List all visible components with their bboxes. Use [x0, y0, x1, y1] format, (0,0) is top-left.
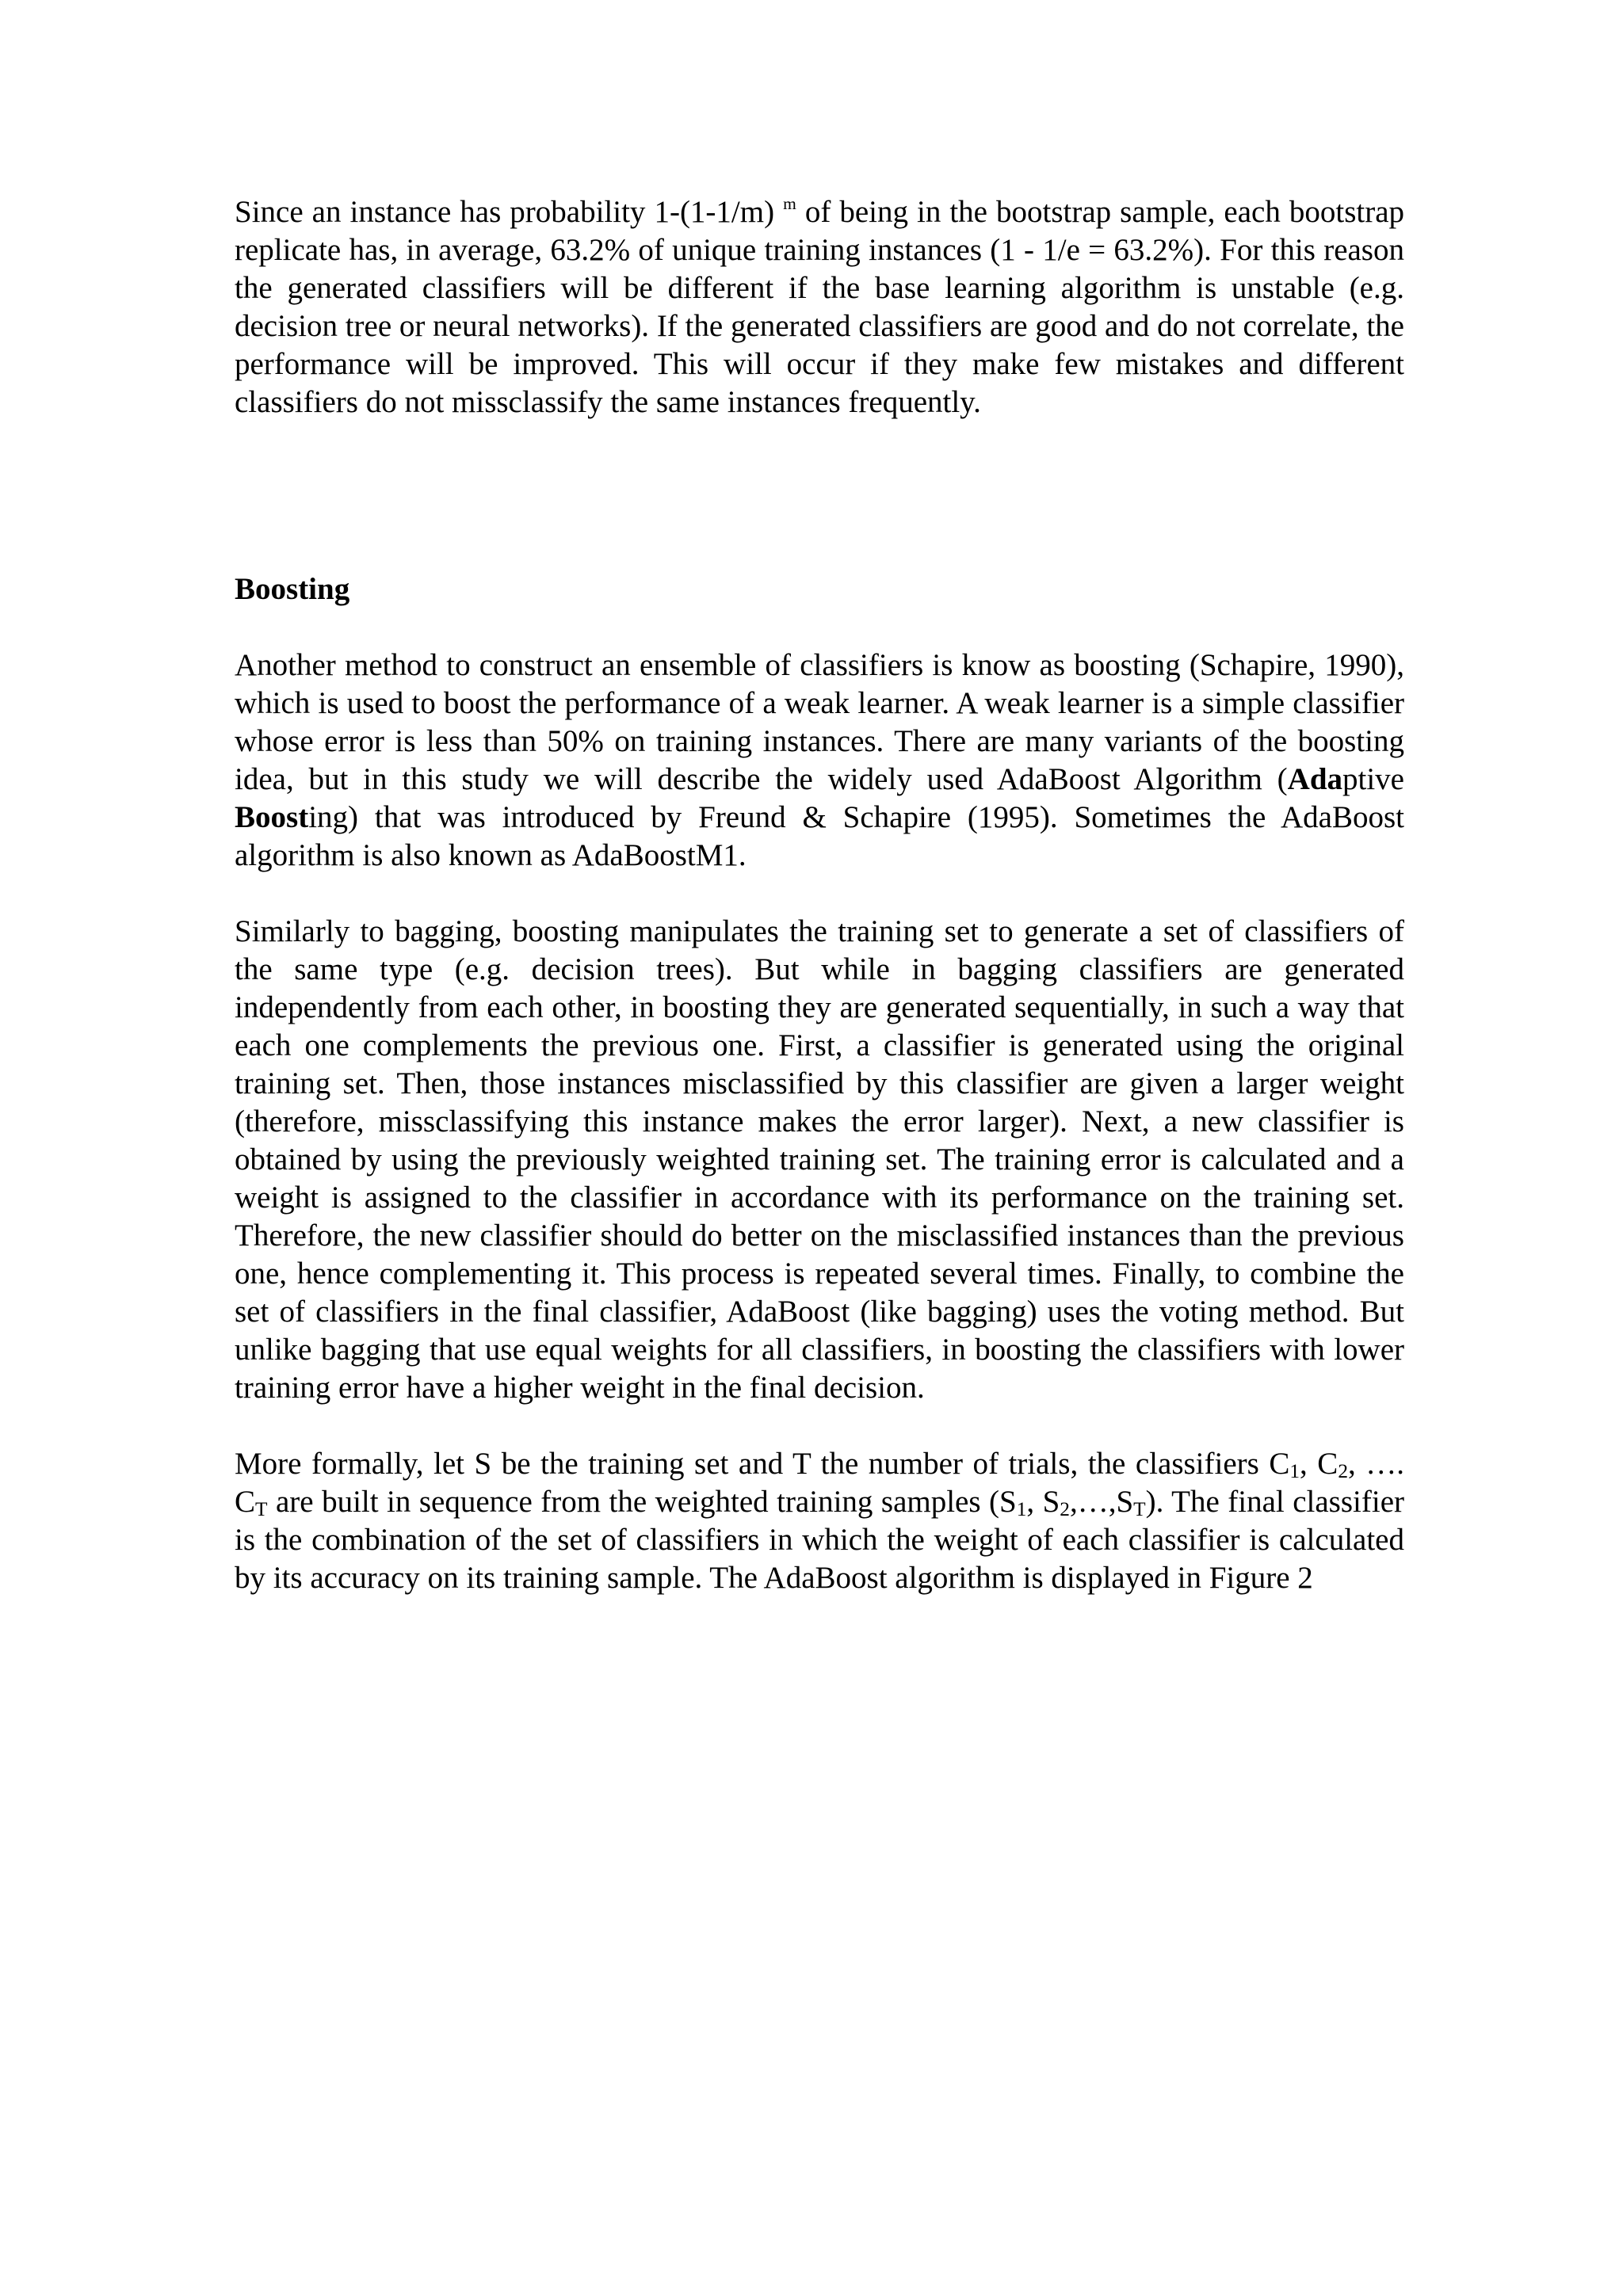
- subscript: 2: [1338, 1460, 1348, 1483]
- bold-boost: Boost: [235, 800, 309, 834]
- paragraph-formal-definition: [235, 1445, 1404, 1597]
- subscript: 2: [1060, 1498, 1070, 1521]
- paragraph-boosting-vs-bagging: Similarly to bagging, boosting manipulates the training set to generate a set of classifiers of the same type (e.g. decision trees). But while in bagging classifiers are generated independently from each other, in boosting they are generated sequentially, in such a way that each one complements the previous one. First, a classifier is generated using the original training set. Then, those instances misclassified by this classifier are given a larger weight (therefore, missclassifying this instance makes the error larger). Next, a new classifier is obtained by using the previously weighted training set. The training error is calculated and a weight is assigned to the classifier in accordance with its performance on the training set. Therefore, the new classifier should do better on the misclassified instances than the previous one, hence complementing it. This process is repeated several times. Finally, to combine the set of classifiers in the final classifier, AdaBoost (like bagging) uses the voting method. But unlike bagging that use equal weights for all classifiers, in boosting the classifiers with lower training error have a higher weight in the final decision.: [235, 914, 1404, 1405]
- section-heading-boosting: Boosting: [235, 572, 350, 606]
- subscript: 1: [1289, 1460, 1300, 1483]
- text-run: are built in sequence from the weighted training samples (S: [267, 1485, 1017, 1519]
- subscript: T: [1133, 1498, 1146, 1521]
- superscript-m: m: [783, 193, 796, 213]
- text-run: ). The final classifier is the combination of the set of classifiers in which the weight of each classifier is calculated by its accuracy on its training sample. The AdaBoost algorithm is displayed in Figure 2: [235, 1485, 1404, 1595]
- text-run: ptive: [1342, 762, 1404, 796]
- paragraph-bootstrap: [235, 193, 1404, 421]
- text-run: Another method to construct an ensemble of classifiers is know as boosting (Schapire, 1990), which is used to boost the performance of a weak learner. A weak learner is a simple classifier whose error is less than 50% on training instances. There are many variants of the boosting idea, but in this study we will describe the widely used AdaBoost Algorithm (: [235, 648, 1404, 796]
- text-run: ,…,S: [1069, 1485, 1134, 1519]
- text-run: , C: [1300, 1447, 1338, 1481]
- text-run: ing) that was introduced by Freund & Schapire (1995). Sometimes the AdaBoost algorithm is also known as AdaBoostM1.: [235, 800, 1404, 872]
- text-run: , …. C: [235, 1447, 1405, 1519]
- text-run: , S: [1026, 1485, 1060, 1519]
- text-run: of being in the bootstrap sample, each bootstrap replicate has, in average, 63.2% of unique training instances (1 - 1/e = 63.2%). For this reason the generated classifiers will be different if the base learning algorithm is unstable (e.g. decision tree or neural networks). If the generated classifiers are good and do not correlate, the performance will be improved. This will occur if they make few mistakes and different classifiers do not missclassify the same instances frequently.: [235, 195, 1405, 419]
- bold-ada: Ada: [1287, 762, 1343, 796]
- document-body: [235, 193, 1404, 1597]
- subscript: T: [255, 1498, 268, 1521]
- subscript: 1: [1016, 1498, 1027, 1521]
- text-run: More formally, let S be the training set and T the number of trials, the classifiers C: [235, 1447, 1290, 1481]
- text-run: Since an instance has probability 1-(1-1/m): [235, 195, 775, 229]
- paragraph-boosting-intro: [235, 646, 1404, 875]
